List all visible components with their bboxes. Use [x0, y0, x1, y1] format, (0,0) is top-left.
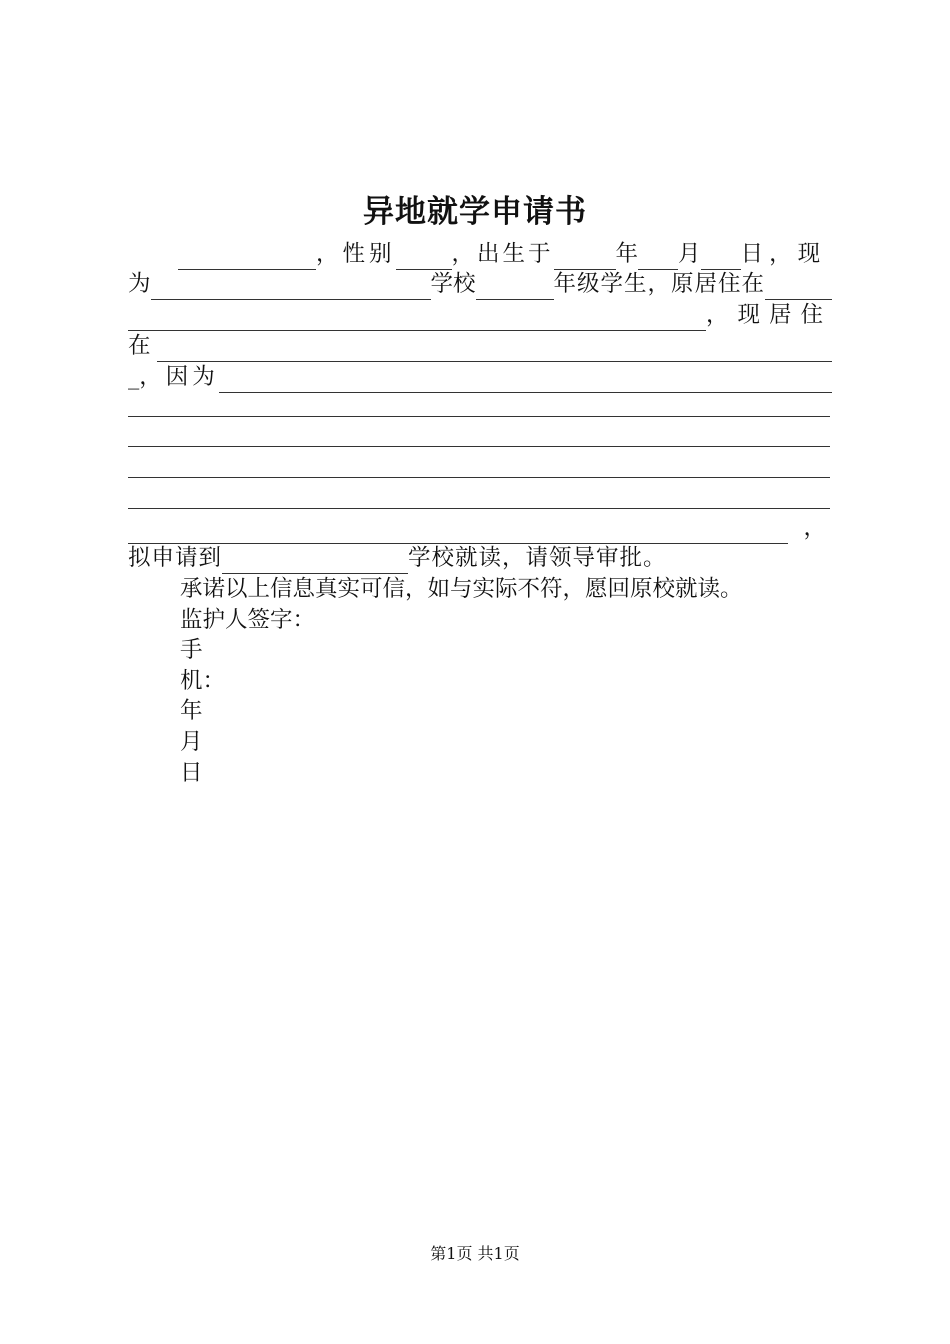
line-school-grade — [128, 268, 832, 300]
document-title: 异地就学申请书 — [363, 194, 587, 230]
label-year: 年 — [615, 241, 639, 267]
blank-original-residence-start[interactable] — [765, 275, 832, 300]
reason-line-4[interactable] — [128, 508, 830, 509]
phone-label-char1: 手 — [180, 637, 203, 663]
blank-reason-first[interactable] — [219, 368, 832, 393]
blank-current-school[interactable] — [151, 275, 431, 300]
label-zai: 在 — [128, 333, 151, 359]
label-underscore: _ — [128, 364, 140, 390]
label-grade-original-residence: 年级学生，原居住在 — [553, 271, 766, 297]
reason-line-3[interactable] — [128, 477, 830, 478]
reason-line-1[interactable] — [128, 416, 830, 417]
promise-statement: 承诺以上信息真实可信，如与实际不符，愿回原校就读。 — [180, 576, 743, 602]
blank-birth-month[interactable] — [638, 245, 678, 270]
phone-label-char2: 机： — [180, 668, 226, 694]
label-apply-suffix: 学校就读，请领导审批。 — [408, 545, 667, 571]
blank-current-residence[interactable] — [157, 337, 832, 362]
line-name-gender-birth — [128, 238, 832, 270]
label-school: 学校 — [430, 271, 476, 297]
blank-gender[interactable] — [396, 245, 452, 270]
label-wei: 为 — [128, 271, 151, 297]
label-day-now: 日，现 — [740, 241, 827, 267]
blank-name[interactable] — [178, 245, 316, 270]
guardian-signature-label: 监护人签字： — [180, 607, 316, 633]
blank-original-residence[interactable] — [128, 306, 706, 331]
date-day-label: 日 — [180, 760, 203, 786]
line-current-residence — [128, 330, 832, 362]
blank-birth-year[interactable] — [554, 245, 616, 270]
page-footer: 第1页 共1页 — [430, 1244, 520, 1263]
date-month-label: 月 — [180, 729, 203, 755]
line-apply-school — [128, 542, 832, 574]
label-gender: ，性别 — [316, 241, 396, 267]
line-reason-start — [128, 361, 832, 393]
label-because: ，因为 — [139, 364, 219, 390]
blank-target-school[interactable] — [222, 549, 408, 574]
date-year-label: 年 — [180, 698, 203, 724]
reason-line-2[interactable] — [128, 446, 830, 447]
line-original-residence — [128, 299, 832, 331]
label-birth: ，出生于 — [451, 241, 554, 267]
label-current-residence: ，现居住 — [705, 302, 832, 328]
label-apply-prefix: 拟申请到 — [128, 545, 223, 571]
blank-birth-day[interactable] — [701, 245, 741, 270]
line-reason-end — [128, 512, 832, 544]
blank-reason-last[interactable] — [128, 519, 788, 544]
label-month: 月 — [678, 241, 701, 267]
blank-grade[interactable] — [476, 275, 554, 300]
label-comma: ， — [803, 515, 826, 541]
